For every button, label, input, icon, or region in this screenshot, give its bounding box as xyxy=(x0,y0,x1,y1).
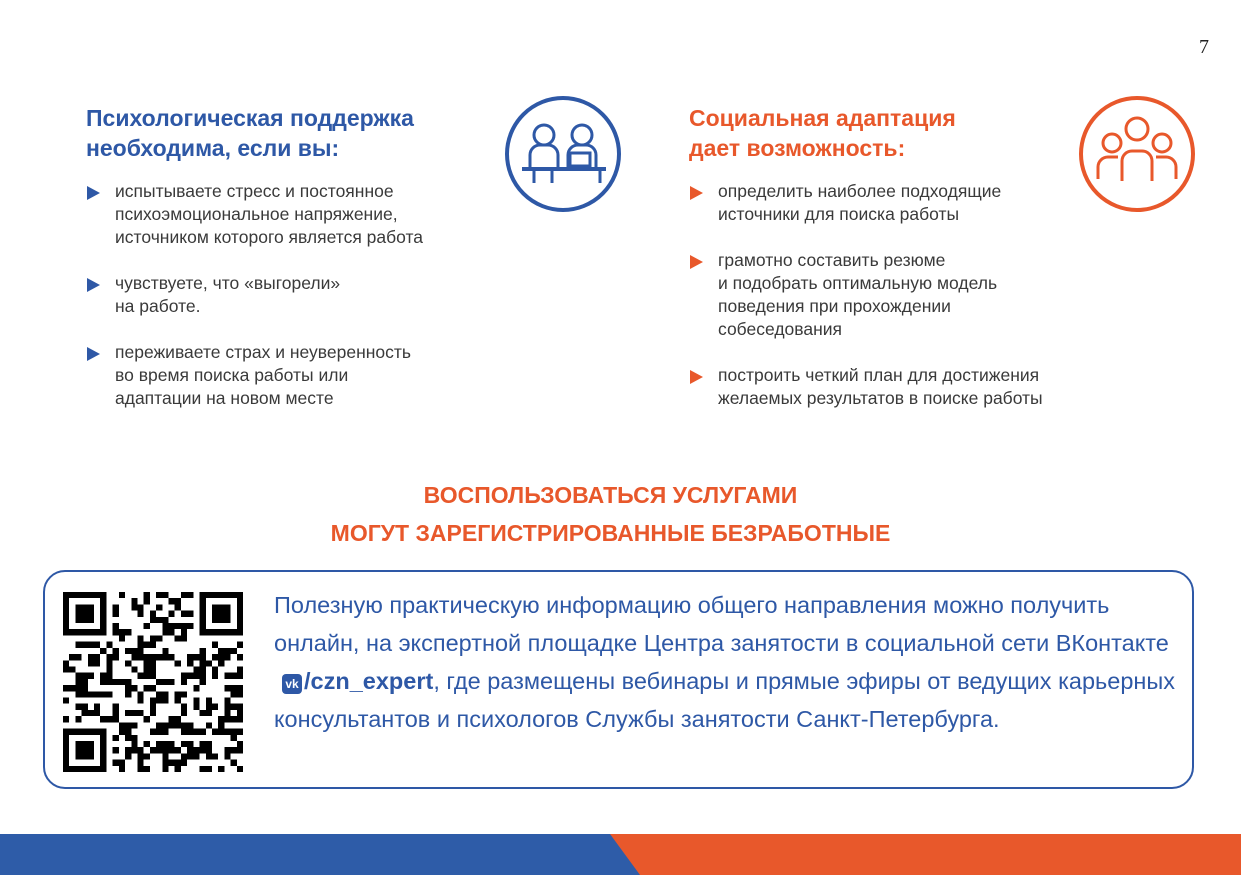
info-box xyxy=(43,570,1194,789)
bullet-text: грамотно составить резюме и подобрать оптимальную модель поведения при прохождении собеседования xyxy=(718,250,998,339)
left-heading-line: необходима, если вы: xyxy=(86,135,340,161)
footer-blue-band xyxy=(0,834,640,875)
list-item xyxy=(689,364,1129,410)
triangle-bullet-icon xyxy=(87,347,100,361)
right-heading-line: Социальная адаптация xyxy=(689,105,956,131)
info-text-intro: Полезную практическую информацию общего направления можно получить онлайн, на экспертной площадке Центра занятости в социальной сети ВКонтакте xyxy=(274,592,1169,656)
info-text-outro: , где размещены вебинары и прямые эфиры от ведущих карьерных консультантов и психологов Службы занятости Санкт-Петербурга. xyxy=(274,668,1176,732)
right-heading-line: дает возможность: xyxy=(689,135,906,161)
triangle-bullet-icon xyxy=(87,278,100,292)
list-item xyxy=(689,249,1129,341)
bullet-text: чувствуете, что «выгорели» на работе. xyxy=(115,273,341,316)
info-text xyxy=(274,586,1184,738)
notice-line: ВОСПОЛЬЗОВАТЬСЯ УСЛУГАМИ xyxy=(423,482,798,508)
left-heading-line: Психологическая поддержка xyxy=(86,105,414,131)
left-section-heading xyxy=(86,103,414,163)
triangle-bullet-icon xyxy=(690,370,703,384)
triangle-bullet-icon xyxy=(690,255,703,269)
notice-line: МОГУТ ЗАРЕГИСТРИРОВАННЫЕ БЕЗРАБОТНЫЕ xyxy=(330,520,891,546)
triangle-bullet-icon xyxy=(690,186,703,200)
footer-orange-band xyxy=(610,834,1241,875)
bullet-text: испытываете стресс и постоянное психоэмоциональное напряжение, источником которого является работа xyxy=(115,181,424,247)
eligibility-notice xyxy=(0,476,1221,552)
vk-logo-icon: vk xyxy=(282,674,302,694)
triangle-bullet-icon xyxy=(87,186,100,200)
bullet-text: определить наиболее подходящие источники для поиска работы xyxy=(718,181,1002,224)
right-bullet-list xyxy=(689,180,1129,433)
bullet-text: переживаете страх и неуверенность во время поиска работы или адаптации на новом месте xyxy=(115,342,412,408)
list-item xyxy=(86,272,496,318)
page-number: 7 xyxy=(1199,36,1209,58)
bullet-text: построить четкий план для достижения желаемых результатов в поиске работы xyxy=(718,365,1043,408)
vk-handle-link[interactable]: /czn_expert xyxy=(304,668,434,694)
list-item xyxy=(86,180,496,249)
list-item xyxy=(86,341,496,410)
qr-code-icon[interactable] xyxy=(63,592,243,772)
list-item xyxy=(689,180,1129,226)
right-section-heading xyxy=(689,103,956,163)
left-bullet-list xyxy=(86,180,496,433)
people-at-desk-icon xyxy=(504,95,622,213)
